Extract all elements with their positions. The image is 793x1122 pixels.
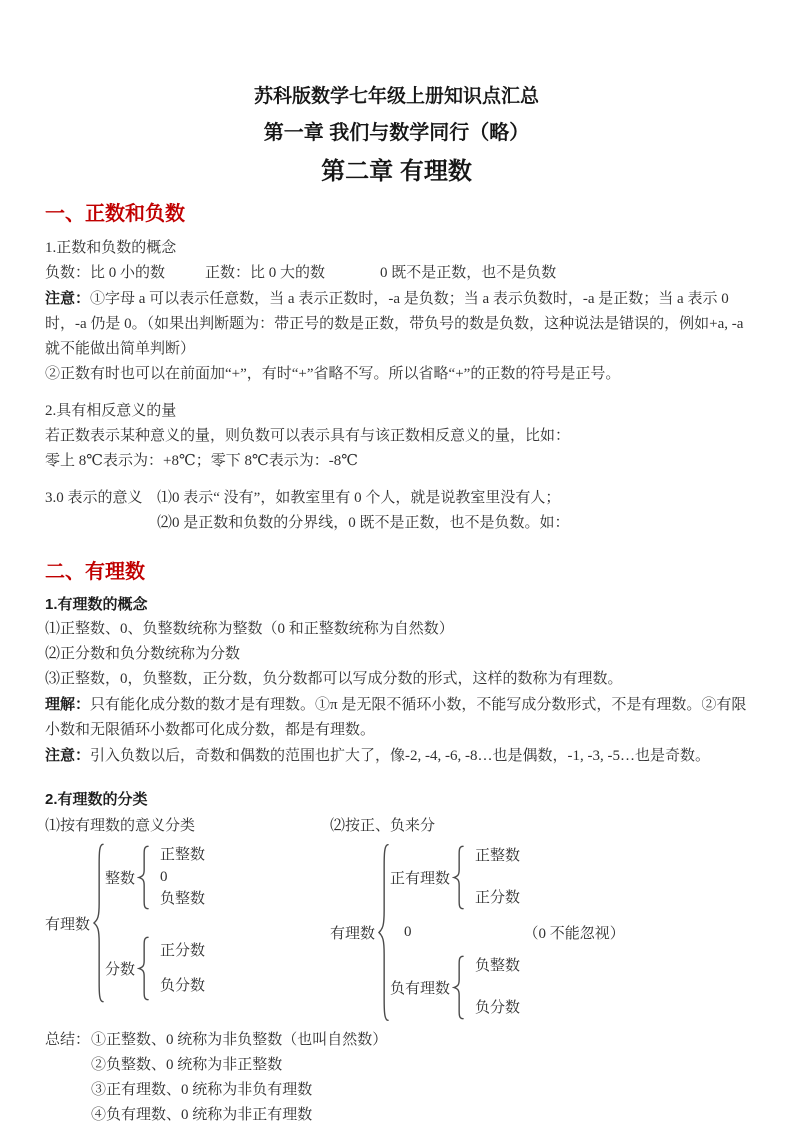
section2-understand [45, 692, 748, 743]
leaf-negative-fraction: 负分数 [160, 977, 206, 994]
fraction-leaves [150, 941, 205, 997]
summary-item-4: ④负有理数、0 统称为非正有理数 [91, 1107, 313, 1122]
caption-by-sign: ⑵按正、负来分 [330, 818, 436, 834]
curly-brace-icon [92, 841, 105, 1005]
section2-classify-title: 2.有理数的分类 [45, 791, 148, 808]
document-title: 苏科版数学七年级上册知识点汇总 [253, 86, 539, 107]
tree-root-label: 有理数 [330, 926, 376, 942]
fraction-label: 分数 [105, 962, 136, 978]
section2-note [45, 743, 748, 769]
integer-group [105, 845, 205, 910]
summary-item-2: ②负整数、0 统称为非正整数 [91, 1057, 283, 1073]
tree-by-sign [330, 845, 748, 1020]
positive-rational-label: 正有理数 [390, 871, 451, 887]
note2-text: ②正数有时也可以在前面加“+”，有时“+”省略不写。所以省略“+”的正数的符号是正号。 [45, 366, 621, 382]
section1-definitions [45, 261, 748, 286]
note-label: 注意： [45, 290, 91, 307]
leaf-negative-integer: 负整数 [475, 958, 521, 974]
section2-concept-title: 1.有理数的概念 [45, 596, 148, 613]
negative-rational-leaves [465, 956, 520, 1019]
tree-groups [105, 845, 205, 1001]
chapter1-title: 第一章 我们与数学同行（略） [263, 122, 530, 144]
summary-item-3: ③正有理数、0 统称为非负有理数 [91, 1082, 313, 1098]
integer-label: 整数 [105, 871, 136, 887]
zero-label: 0 [404, 924, 412, 940]
zero-meaning-item1: ⑴0 表示“ 没有”，如教室里有 0 个人，就是说教室里没有人； [157, 490, 561, 506]
leaf-positive-fraction: 正分数 [160, 942, 206, 959]
curly-brace-icon [452, 845, 465, 910]
tree-by-meaning-column [45, 845, 330, 1020]
zero-note: （0 不能忽视） [523, 926, 625, 942]
note-label: 注意： [45, 747, 91, 764]
leaf-positive-fraction: 正分数 [475, 890, 521, 906]
leaf-positive-integer: 正整数 [160, 847, 206, 863]
curly-brace-icon [137, 845, 150, 910]
leaf-negative-integer: 负整数 [160, 891, 206, 907]
zero-meaning-items [157, 486, 570, 536]
section1-note2 [45, 362, 748, 387]
zero-meaning-item2: ⑵0 是正数和负数的分界线，0 既不是正数，也不是负数。如： [157, 515, 570, 531]
curly-brace-icon [377, 841, 390, 1024]
leaf-positive-integer: 正整数 [475, 848, 521, 864]
zero-meaning-label: 3.0 表示的意义 [45, 490, 143, 506]
positive-rational-group [390, 845, 625, 910]
summary-item-1: ①正整数、0 统称为非负整数（也叫自然数） [91, 1032, 388, 1048]
concept-item-3: ⑶正整数，0，负整数，正分数，负分数都可以写成分数的形式，这样的数称为有理数。 [45, 671, 623, 687]
integer-leaves [150, 845, 205, 910]
section1-concept-title: 1.正数和负数的概念 [45, 240, 177, 256]
chapter2-title: 第二章 有理数 [321, 158, 472, 185]
negative-rational-group [390, 955, 625, 1020]
understand-label: 理解： [45, 696, 91, 713]
tree-groups [390, 845, 625, 1020]
concept-item-2: ⑵正分数和负分数统称为分数 [45, 646, 241, 662]
understand-text: 只有能化成分数的数才是有理数。①π 是无限不循环小数，不能写成分数形式，不是有理数。②有限小数和无限循环小数都可化成分数，都是有理数。 [45, 697, 747, 738]
positive-definition: 正数：比 0 大的数 [205, 265, 326, 281]
positive-rational-leaves [465, 846, 520, 909]
tree-by-meaning [45, 845, 330, 1001]
zero-definition: 0 既不是正数，也不是负数 [380, 265, 557, 281]
section1-opposite-line1: 若正数表示某种意义的量，则负数可以表示具有与该正数相反意义的量，比如： [45, 428, 571, 444]
section1-opposite-line2: 零上 8℃表示为：+8℃；零下 8℃表示为：-8℃ [45, 453, 359, 469]
summary-label: 总结： [45, 1032, 91, 1048]
summary-block [45, 1028, 748, 1122]
negative-rational-label: 负有理数 [390, 981, 451, 997]
tree-by-sign-column [330, 845, 748, 1020]
section1-note1 [45, 286, 748, 362]
fraction-group [105, 936, 205, 1001]
note-text: 引入负数以后，奇数和偶数的范围也扩大了，像-2, -4, -6, -8…也是偶数，-1, -3, -5…也是奇数。 [90, 748, 710, 764]
leaf-negative-fraction: 负分数 [475, 1000, 521, 1016]
summary-items [91, 1028, 387, 1122]
concept-item-1: ⑴正整数、0、负整数统称为整数（0 和正整数统称为自然数） [45, 621, 454, 637]
note1-text: ①字母 a 可以表示任意数，当 a 表示正数时，-a 是负数；当 a 表示负数时，-a 是正数；当 a 表示 0 时，-a 仍是 0。（如果出判断题为：带正号的数是正数，带负号的数是负数，这种说法是错误的，例如+a, -a 就不能做出简单判断） [45, 291, 744, 357]
caption-by-meaning: ⑴按有理数的意义分类 [45, 818, 196, 834]
classification-trees [45, 845, 748, 1020]
tree-root-label: 有理数 [45, 916, 91, 933]
leaf-zero: 0 [160, 869, 168, 885]
negative-definition: 负数：比 0 小的数 [45, 265, 166, 281]
zero-meaning-block [45, 486, 748, 536]
classification-captions [45, 814, 748, 839]
zero-row [390, 922, 625, 943]
section1-opposite-title: 2.具有相反意义的量 [45, 403, 177, 419]
curly-brace-icon [452, 955, 465, 1020]
section1-heading: 一、正数和负数 [45, 203, 185, 225]
section2-heading: 二、有理数 [45, 561, 145, 583]
curly-brace-icon [137, 936, 150, 1001]
